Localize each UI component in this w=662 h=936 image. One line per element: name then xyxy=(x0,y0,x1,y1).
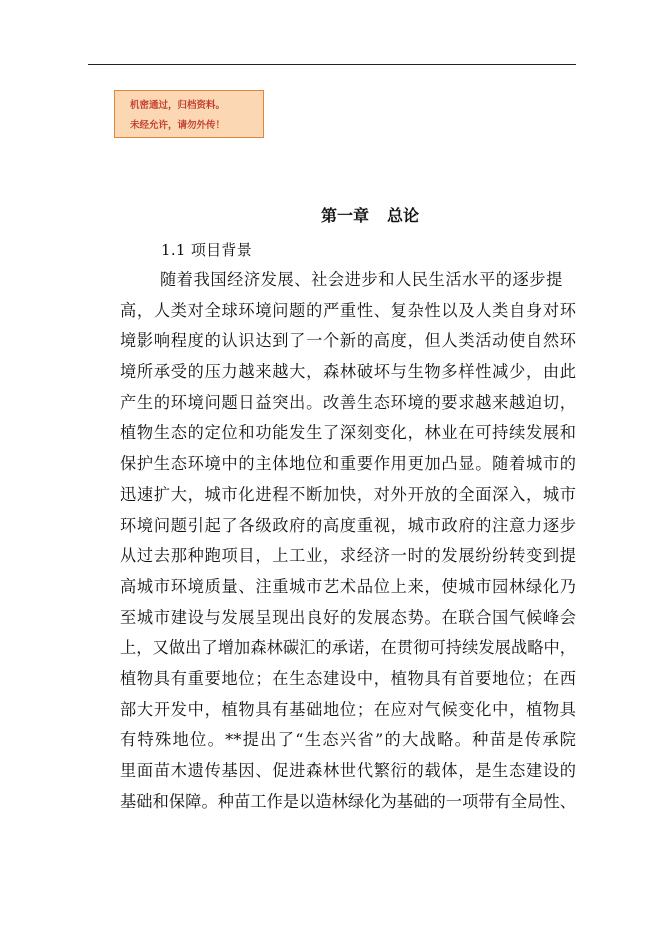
body-line: 高，人类对全球环境问题的严重性、复杂性以及人类自身对环 xyxy=(120,300,576,320)
header-rule xyxy=(88,64,576,65)
body-line: 保护生态环境中的主体地位和重要作用更加凸显。随着城市的 xyxy=(120,454,576,474)
body-line: 基础和保障。种苗工作是以造林绿化为基础的一项带有全局性、 xyxy=(120,791,576,811)
chapter-number: 第一章 xyxy=(320,206,369,225)
body-line: 至城市建设与发展呈现出良好的发展态势。在联合国气候峰会 xyxy=(120,607,576,627)
body-line: 境影响程度的认识达到了一个新的高度，但人类活动使自然环 xyxy=(120,331,576,351)
body-line: 从过去那种跑项目，上工业，求经济一时的发展纷纷转变到提 xyxy=(120,546,576,566)
chapter-title xyxy=(0,203,662,226)
chapter-name: 总论 xyxy=(387,206,420,225)
body-line: 环境问题引起了各级政府的高度重视，城市政府的注意力逐步 xyxy=(120,515,576,535)
body-paragraph xyxy=(120,265,576,817)
body-line: 部大开发中，植物具有基础地位；在应对气候变化中，植物具 xyxy=(120,699,576,719)
body-line: 迅速扩大，城市化进程不断加快，对外开放的全面深入，城市 xyxy=(120,484,576,504)
body-line: 植物生态的定位和功能发生了深刻变化，林业在可持续发展和 xyxy=(120,423,576,443)
body-line: 有特殊地位。**提出了“生态兴省”的大战略。种苗是传承院 xyxy=(120,730,576,750)
body-line: 产生的环境问题日益突出。改善生态环境的要求越来越迫切， xyxy=(120,392,576,412)
notice-line-2: 未经允许，请勿外传！ xyxy=(130,120,226,131)
body-line: 境所承受的压力越来越大，森林破坏与生物多样性减少，由此 xyxy=(120,362,576,382)
body-line: 上，又做出了增加森林碳汇的承诺，在贯彻可持续发展战略中， xyxy=(120,638,576,658)
body-line: 植物具有重要地位；在生态建设中，植物具有首要地位；在西 xyxy=(120,668,576,688)
body-line: 里面苗木遗传基因、促进森林世代繁衍的载体，是生态建设的 xyxy=(120,761,576,780)
body-line: 高城市环境质量、注重城市艺术品位上来，使城市园林绿化乃 xyxy=(120,576,576,596)
body-line: 随着我国经济发展、社会进步和人民生活水平的逐步提 xyxy=(160,270,563,289)
notice-line-1: 机密通过，归档资料。 xyxy=(130,100,226,111)
section-heading: 1.1 项目背景 xyxy=(161,241,253,259)
confidential-notice-stamp xyxy=(114,90,264,138)
